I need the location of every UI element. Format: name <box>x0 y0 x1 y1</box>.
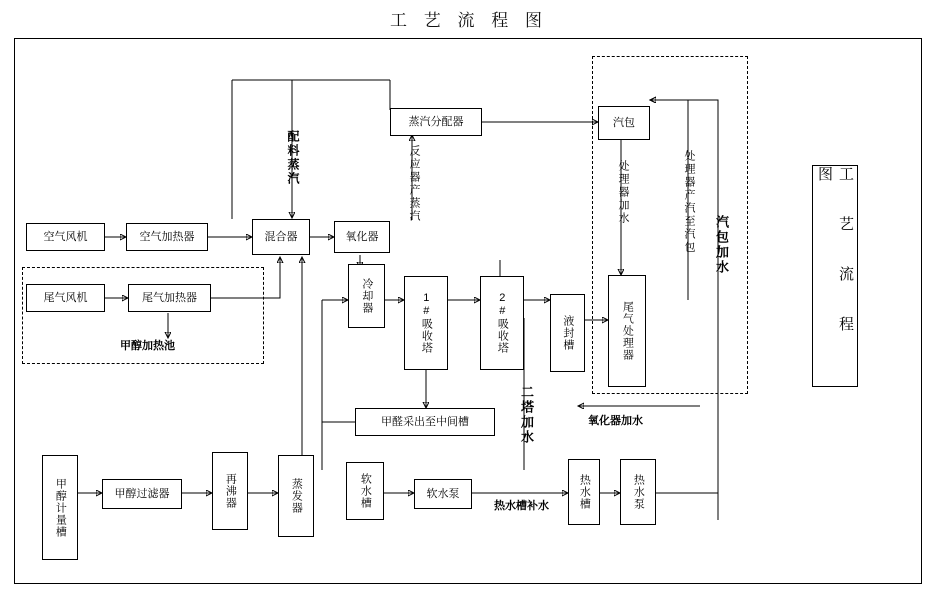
node-cooler[interactable]: 冷却器 <box>348 264 385 328</box>
node-tail-heater[interactable]: 尾气加热器 <box>128 284 211 312</box>
node-absorption-tower-2[interactable]: 2#吸收塔 <box>480 276 524 370</box>
label-drum-feedwater: 汽包加水 <box>714 215 729 275</box>
label-two-tower-water: 二塔加水 <box>519 385 534 445</box>
node-absorption-tower-1[interactable]: 1#吸收塔 <box>404 276 448 370</box>
node-steam-drum[interactable]: 汽包 <box>598 106 650 140</box>
node-soft-water-pump[interactable]: 软水泵 <box>414 479 472 509</box>
side-title-text: 工 艺 流 程 图 <box>816 166 854 340</box>
node-hot-water-pump[interactable]: 热水泵 <box>620 459 656 525</box>
node-liquid-seal-tank[interactable]: 液封槽 <box>550 294 585 372</box>
node-oxidizer[interactable]: 氧化器 <box>334 221 390 253</box>
node-methanol-filter[interactable]: 甲醇过滤器 <box>102 479 182 509</box>
label-methanol-heating-pool: 甲醇加热池 <box>120 340 175 352</box>
node-mixer[interactable]: 混合器 <box>252 219 310 255</box>
node-air-heater[interactable]: 空气加热器 <box>126 223 208 251</box>
node-tail-gas-processor[interactable]: 尾气处理器 <box>608 275 646 387</box>
label-processor-feedwater: 处理器加水 <box>617 160 629 225</box>
node-formaldehyde-output[interactable]: 甲醛采出至中间槽 <box>355 408 495 436</box>
node-soft-water-tank[interactable]: 软水槽 <box>346 462 384 520</box>
node-reboiler[interactable]: 再沸器 <box>212 452 248 530</box>
node-tail-fan[interactable]: 尾气风机 <box>26 284 105 312</box>
node-evaporator[interactable]: 蒸发器 <box>278 455 314 537</box>
label-oxidizer-water: 氧化器加水 <box>588 415 643 427</box>
node-methanol-meter-tank[interactable]: 甲醇计量槽 <box>42 455 78 560</box>
node-hot-water-tank[interactable]: 热水槽 <box>568 459 600 525</box>
node-steam-distributor[interactable]: 蒸汽分配器 <box>390 108 482 136</box>
label-reactor-steam: 反应器产蒸汽 <box>408 145 420 223</box>
page-title: 工 艺 流 程 图 <box>390 11 548 30</box>
node-air-fan[interactable]: 空气风机 <box>26 223 105 251</box>
side-title-box <box>812 165 858 387</box>
label-hot-water-makeup: 热水槽补水 <box>494 500 549 512</box>
label-batch-steam: 配料蒸汽 <box>286 130 300 186</box>
label-processor-steam-to-drum: 处理器产汽至汽包 <box>683 150 695 254</box>
